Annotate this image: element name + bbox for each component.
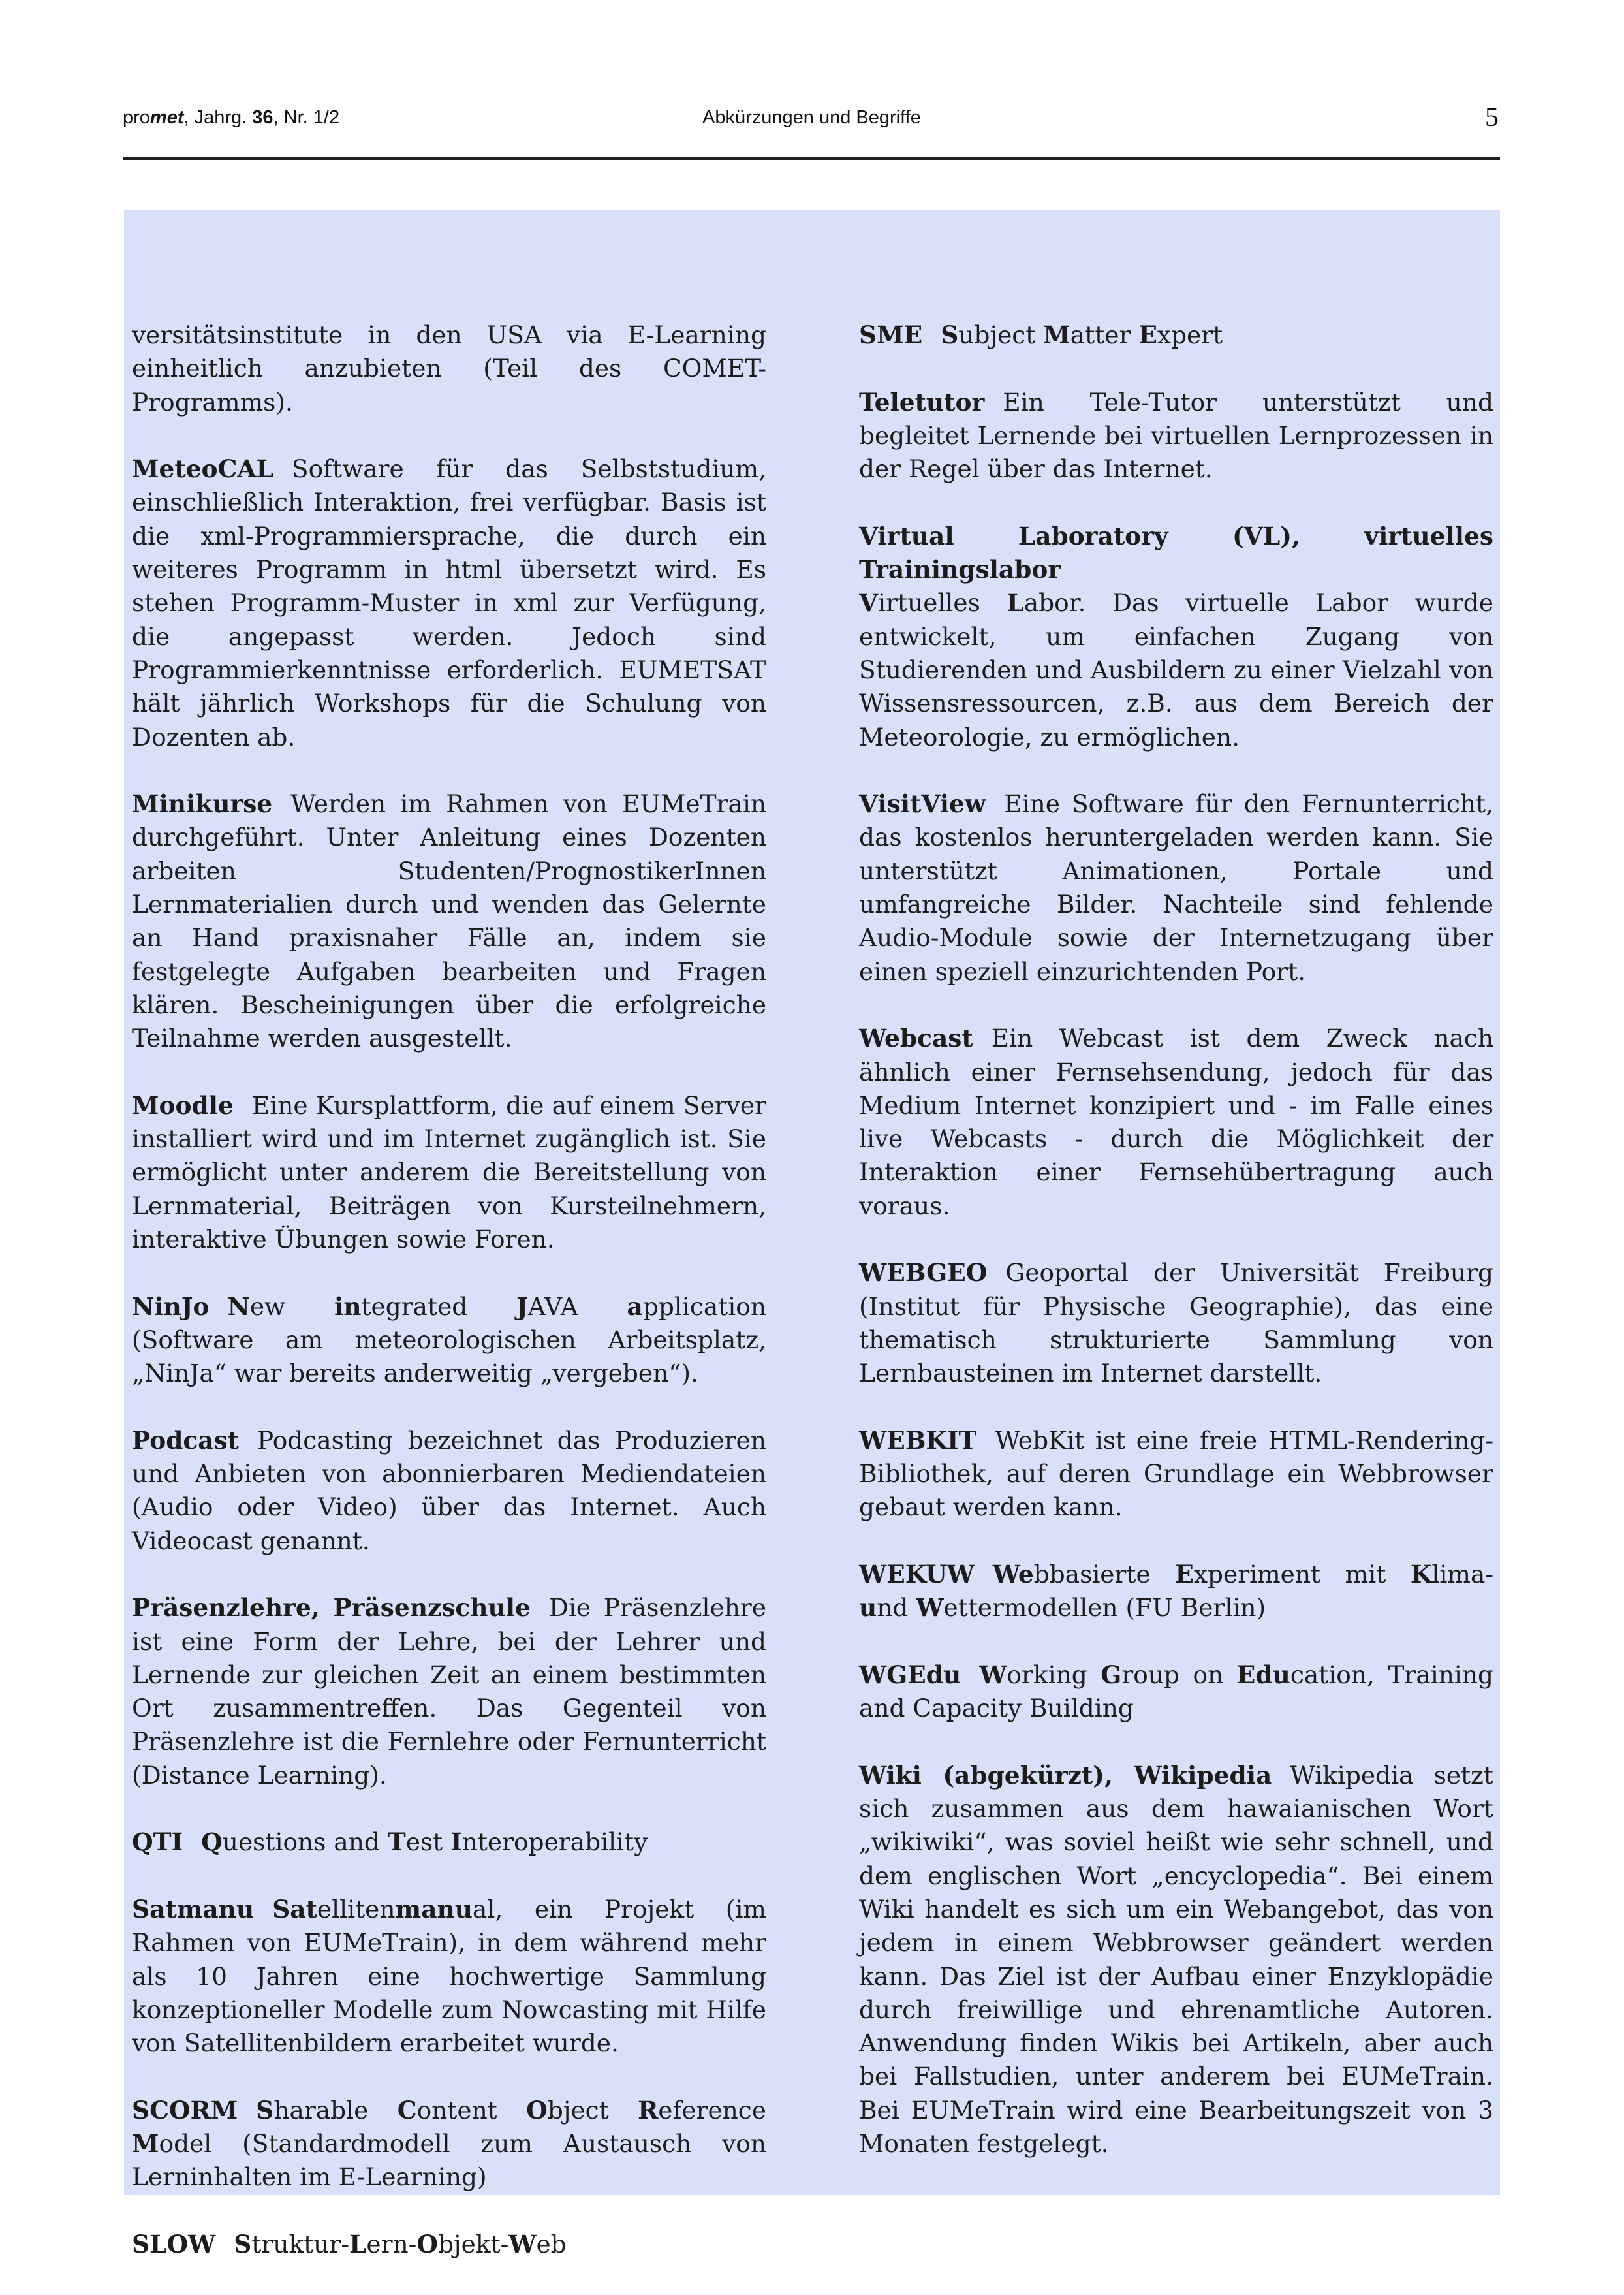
acronym-letter: E [1175, 1559, 1194, 1589]
glossary-definition: Sharable Content Object Reference Model (Standardmodell zum Austausch von Lerninhalten im E-Learning) [132, 2095, 766, 2192]
journal-volume: 36 [252, 107, 273, 128]
glossary-definition: Satellitenmanual, ein Projekt (im Rahmen von EUMeTrain), in dem während mehr als 10 Jahren eine hochwertige Sammlung konzeptioneller Modelle zum Nowcasting mit Hilfe von Satellitenbildern erarbeitet wurde. [132, 1894, 766, 2058]
acronym-letter: V [859, 588, 879, 618]
glossary-entry [132, 1591, 766, 1792]
glossary-term: Podcast [132, 1425, 239, 1455]
glossary-definition: Eine Kursplattform, die auf einem Server installiert wird und im Internet zugänglich ist. Sie ermöglicht unter anderem die Bereitstellung von Lernmaterial, Beiträgen von Kursteilnehmern, interaktive Übungen sowie Foren. [132, 1090, 766, 1254]
acronym-letter: Sat [272, 1894, 317, 1923]
glossary-term: SME [859, 321, 923, 349]
glossary-term: Virtual Laboratory (VL), virtuelles Trainingslabor [859, 521, 1493, 584]
acronym-letter: M [1043, 321, 1070, 349]
acronym-letter: L [1007, 588, 1024, 618]
acronym-letter: O [416, 2229, 439, 2258]
acronym-letter: N [227, 1291, 250, 1321]
glossary-entry [859, 1022, 1493, 1223]
glossary-term: Präsenzlehre, Präsenzschule [132, 1593, 531, 1622]
glossary-entry [132, 452, 766, 754]
acronym-letter: G [1101, 1660, 1122, 1689]
glossary-definition: Virtuelles Labor. Das virtuelle Labor wurde entwickelt, um einfachen Zugang von Studierenden und Ausbildern zu einer Vielzahl von Wissensressourcen, z.B. aus dem Bereich der Meteorologie, zu ermöglichen. [859, 588, 1493, 752]
right-column [859, 319, 1493, 2194]
glossary-entry [859, 1424, 1493, 1525]
glossary-definition: Werden im Rahmen von EUMeTrain durchgeführt. Unter Anleitung eines Dozenten arbeiten Studenten/PrognostikerInnen Lernmaterialien durch und wenden das Gelernte an Hand praxisnaher Fälle an, indem sie festgelegte Aufgaben bearbeiten und Fragen klären. Bescheinigungen über die erfolgreiche Teilnahme werden ausgestellt. [132, 789, 766, 1053]
glossary-term: Minikurse [132, 789, 273, 819]
glossary-entry [132, 1089, 766, 1256]
acronym-letter: in [334, 1291, 362, 1321]
glossary-entry [859, 1558, 1493, 1625]
glossary-definition: Podcasting bezeichnet das Produzieren und Anbieten von abonnierbaren Mediendateien (Audio oder Video) über das Internet. Auch Videocast genannt. [132, 1425, 766, 1555]
glossary-entry [859, 1658, 1493, 1726]
acronym-letter: R [638, 2095, 659, 2125]
acronym-letter: S [234, 2229, 252, 2258]
running-header [123, 103, 1500, 160]
acronym-letter: E [1138, 321, 1157, 349]
glossary-term: Moodle [132, 1090, 234, 1120]
acronym-letter: W [508, 2229, 537, 2258]
glossary-definition: Subject Matter Expert [941, 321, 1223, 349]
glossary-term: QTI [132, 1828, 183, 1857]
acronym-letter: C [397, 2095, 417, 2125]
glossary-entry [132, 787, 766, 1055]
glossary-definition: versitätsinstitute in den USA via E-Learning einheitlich anzubieten (Teil des COMET-Programms). [132, 321, 766, 417]
acronym-letter: S [941, 321, 959, 349]
journal-mid: , Jahrg. [183, 107, 253, 128]
glossary-definition: Ein Webcast ist dem Zweck nach ähnlich einer Fernsehsendung, jedoch für das Medium Internet konzipiert und - im Falle eines live Webcasts - durch die Möglichkeit der Interaktion einer Fernsehübertragung auch voraus. [859, 1024, 1493, 1220]
acronym-letter: u [859, 1593, 877, 1622]
glossary-definition: Wikipedia setzt sich zusammen aus dem hawaianischen Wort „wikiwiki“, was soviel heißt wie sehr schnell, und dem englischen Wort „encyclopedia“. Bei einem Wiki handelt es sich um ein Webangebot, das von jedem in einem Webbrowser geändert werden kann. Das Ziel ist der Aufbau einer Enzyklopädie durch freiwillige und ehrenamtliche Autoren. Anwendung finden Wikis bei Artikeln, aber auch bei Fallstudien, unter anderem bei EUMeTrain. Bei EUMeTrain wird eine Bearbeitungszeit von 3 Monaten festgelegt. [859, 1760, 1494, 2159]
acronym-letter: O [526, 2095, 548, 2125]
glossary-entry [132, 2228, 766, 2261]
glossary-term: VisitView [859, 789, 986, 819]
glossary-term: WGEdu [859, 1660, 961, 1689]
glossary-term: Wiki (abgekürzt), Wikipedia [859, 1760, 1272, 1790]
glossary-term: NinJo [132, 1291, 210, 1321]
acronym-letter: We [992, 1559, 1034, 1589]
acronym-letter: M [132, 2129, 159, 2159]
glossary-entry [132, 2094, 766, 2194]
acronym-letter: S [256, 2095, 274, 2125]
glossary-entry [132, 1893, 766, 2060]
glossary-term: SCORM [132, 2095, 238, 2125]
glossary-entry [132, 1826, 766, 1859]
glossary-term: Satmanu [132, 1894, 255, 1923]
glossary-entry [132, 1424, 766, 1558]
left-column [132, 319, 766, 2295]
glossary-entry [859, 787, 1493, 989]
acronym-letter: I [450, 1828, 462, 1857]
glossary-entry [132, 1290, 766, 1391]
glossary-definition: Webbasierte Experiment mit Klima- und Wettermodellen (FU Berlin) [859, 1559, 1493, 1622]
acronym-letter: Q [201, 1828, 223, 1857]
acronym-letter: Edu [1236, 1660, 1290, 1689]
glossary-term: WEBKIT [859, 1425, 977, 1455]
journal-citation [123, 107, 339, 129]
journal-italic: met [149, 107, 184, 128]
glossary-term: MeteoCAL [132, 454, 273, 484]
acronym-letter: a [627, 1291, 643, 1321]
glossary-definition: Geoportal der Universität Freiburg (Institut für Physische Geographie), das eine thematisch strukturierte Sammlung von Lernbausteinen im Internet darstellt. [859, 1258, 1493, 1388]
acronym-letter: K [1410, 1559, 1432, 1589]
glossary-entry [132, 319, 766, 419]
glossary-term: Webcast [859, 1024, 973, 1053]
journal-issue: , Nr. 1/2 [273, 107, 340, 128]
glossary-entry [859, 520, 1493, 754]
section-title: Abkürzungen und Begriffe [702, 107, 921, 128]
acronym-letter: T [387, 1828, 406, 1857]
glossary-definition: WebKit ist eine freie HTML-Rendering-Bibliothek, auf deren Grundlage ein Webbrowser gebaut werden kann. [859, 1425, 1493, 1522]
glossary-term: WEKUW [859, 1559, 975, 1589]
glossary-definition: Die Präsenzlehre ist eine Form der Lehre, bei der Lehrer und Lernende zur gleichen Zeit an einem bestimmten Ort zusammentreffen. Das Gegenteil von Präsenzlehre ist die Fernlehre oder Fernunterricht (Distance Learning). [132, 1593, 766, 1790]
acronym-letter: W [979, 1660, 1007, 1689]
page-number: 5 [1485, 103, 1499, 133]
acronym-letter: W [916, 1593, 944, 1622]
acronym-letter: J [516, 1291, 528, 1321]
glossary-definition: Working Group on Education, Training and Capacity Building [859, 1660, 1493, 1723]
glossary-definition: New integrated JAVA application (Software am meteorologischen Arbeitsplatz, „NinJa“ war bereits anderweitig „vergeben“). [132, 1291, 766, 1388]
glossary-term: WEBGEO [859, 1258, 988, 1288]
glossary-definition: Questions and Test Interoperability [201, 1828, 648, 1857]
glossary-entry [859, 1759, 1493, 2161]
glossary-definition: Eine Software für den Fernunterricht, das kostenlos heruntergeladen werden kann. Sie unterstützt Animationen, Portale und umfangreiche Bilder. Nachteile sind fehlende Audio-Module sowie der Internetzugang über einen speziell einzurichtenden Port. [859, 789, 1493, 986]
glossary-definition: Ein Tele-Tutor unterstützt und begleitet Lernende bei virtuellen Lernprozessen in der Regel über das Internet. [859, 387, 1493, 484]
glossary-term: SLOW [132, 2229, 216, 2258]
glossary-entry [859, 386, 1493, 486]
acronym-letter: L [349, 2229, 367, 2258]
glossary-entry [859, 319, 1493, 352]
glossary-definition: Software für das Selbststudium, einschließlich Interaktion, frei verfügbar. Basis ist die xml-Programmiersprache, die durch ein weiteres Programm in html übersetzt wird. Es stehen Programm-Muster in xml zur Verfügung, die angepasst werden. Jedoch sind Programmierkenntnisse erforderlich. EUMETSAT hält jährlich Workshops für die Schulung von Dozenten ab. [132, 454, 766, 752]
glossary-term: Teletutor [859, 387, 985, 417]
glossary-definition: Struktur-Lern-Objekt-Web [234, 2229, 567, 2258]
journal-prefix: pro [123, 107, 150, 128]
glossary-entry [859, 1256, 1493, 1390]
acronym-letter: manu [395, 1894, 473, 1923]
